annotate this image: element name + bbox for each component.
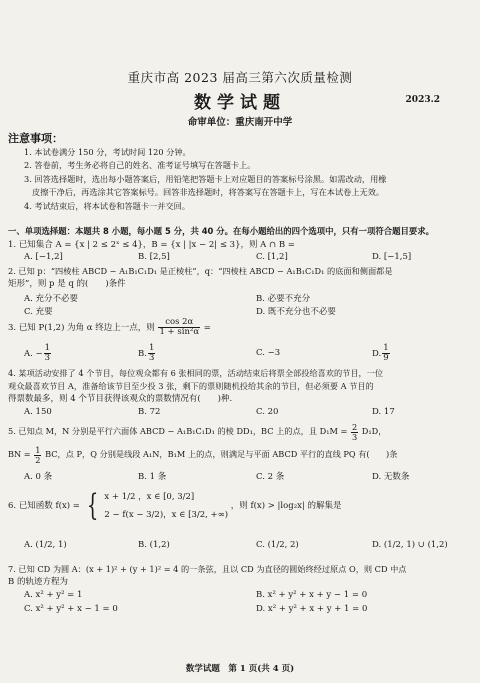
question-1-stem: 1. 已知集合 A = {x | 2 ≤ 2ˣ ≤ 4}，B = {x | |x − 2| ≤ 3}，则 A ∩ B = (8, 240, 295, 250)
q6-piecewise-cases (104, 488, 228, 524)
question-7-line2: B 的轨迹方程为 (8, 577, 68, 587)
exam-author: 命审单位：重庆南开中学 (187, 117, 293, 128)
q7-option-a: A. x² + y² = 1 (24, 590, 83, 600)
q1-option-d: D. [−1,5] (372, 252, 412, 262)
q3-option-a (24, 344, 52, 363)
q2-option-c: C. 充要 (24, 307, 53, 317)
q5-option-d: D. 无数条 (372, 472, 410, 482)
q6-case-2: 2 − f(x − 3/2)，x ∈ [3/2, +∞) (104, 510, 229, 520)
q7-option-c: C. x² + y² + x − 1 = 0 (24, 604, 118, 614)
q2-option-b: B. 必要不充分 (256, 294, 311, 304)
note-item: 3. 回答选择题时，选出每小题答案后，用铅笔把答题卡上对应题目的答案标号涂黑。如需改动，用橡 (24, 173, 387, 184)
q6-stem-text: 6. 已知函数 f(x) = (8, 501, 80, 511)
question-6-stem (8, 488, 472, 524)
q5-line2-tail: BC，点 P，Q 分别是线段 A₁N，B₁M 上的点，则满足与平面 ABCD 平行的直线 PQ 有( )条 (45, 449, 398, 459)
q4-option-a: A. 150 (24, 407, 52, 417)
section-heading: 一、单项选择题：本题共 8 小题，每小题 5 分，共 40 分。在每小题给出的四个选项中，只有一项符合题目要求。 (8, 226, 435, 236)
q3-fraction (158, 318, 200, 337)
q3-option-c: C. −3 (256, 348, 281, 358)
q7-option-b: B. x² + y² + x + y − 1 = 0 (256, 590, 368, 600)
q3-option-b-prefix: B. (138, 349, 147, 359)
q5-option-a: A. 0 条 (24, 472, 53, 482)
question-4-line3: 得票数最多，则 4 个节目获得该观众的票数情况有( )种. (8, 394, 233, 404)
q3-fraction-numerator: cos 2α (158, 318, 200, 328)
q3-option-a-prefix: A. − (24, 349, 43, 359)
q6-option-b: B. (1,2) (138, 540, 170, 550)
q7-option-d: D. x² + y² + x + y + 1 = 0 (256, 604, 368, 614)
q5-line1-tail: D₁D， (361, 426, 387, 436)
q5-line1-text: 5. 已知点 M，N 分别是平行六面体 ABCD − A₁B₁C₁D₁ 的棱 DD₁，BC 上的点，且 D₁M = (8, 426, 348, 436)
q3-option-d-num: 1 (383, 343, 389, 353)
q2-option-d: D. 既不充分也不必要 (256, 307, 336, 317)
q3-option-b-num: 1 (148, 343, 155, 353)
q4-option-c: C. 20 (256, 407, 279, 417)
q6-option-d: D. (1/2, 1) ∪ (1,2) (372, 540, 448, 550)
q5-line2-den: 2 (35, 454, 41, 465)
question-4-line1: 4. 某项活动安排了 4 个节目，每位观众都有 6 张相同的票，活动结束后将票全部投给喜欢的节目，一位 (8, 368, 384, 378)
q1-option-a: A. [−1,2] (24, 252, 63, 262)
note-item: 皮擦干净后，再选涂其它答案标号。回答非选择题时，将答案写在答题卡上，写在本试卷上无效。 (32, 187, 385, 198)
page-title: 数学试题 (194, 93, 286, 113)
question-5-line2 (8, 443, 472, 465)
q5-option-c: C. 2 条 (256, 472, 285, 482)
q5-line1-num: 2 (351, 421, 358, 432)
q3-option-b-den: 3 (148, 353, 155, 363)
q3-option-b (138, 344, 156, 363)
q6-option-c: C. (1/2, 2) (256, 540, 299, 550)
piecewise-brace-icon: { (86, 488, 98, 523)
q6-option-a: A. (1/2, 1) (24, 540, 67, 550)
question-2-stem-line2: 矩形”，则 p 是 q 的( )条件 (8, 279, 126, 289)
question-2-stem-line1: 2. 已知 p：“四棱柱 ABCD − A₁B₁C₁D₁ 是正棱柱”，q：“四棱柱 ABCD − A₁B₁C₁D₁ 的底面和侧面都是 (8, 266, 393, 276)
q5-line2-num: 1 (35, 444, 41, 455)
q6-case-1: x + 1/2 ，x ∈ [0, 3/2] (104, 492, 195, 502)
q2-option-a: A. 充分不必要 (24, 294, 79, 304)
note-item: 4. 考试结束后，将本试卷和答题卡一并交回。 (24, 200, 190, 211)
q5-line1-den: 3 (351, 431, 358, 442)
question-4-line2: 观众最喜欢节目 A，准备给该节目至少投 3 张，剩下的票则随机投给其余的节目，但必须要 A 节目的 (8, 381, 374, 391)
question-3-stem (8, 317, 472, 339)
note-item: 1. 本试卷满分 150 分，考试时间 120 分钟。 (24, 147, 191, 157)
q3-option-a-num: 1 (44, 343, 51, 353)
q6-stem-tail: ，则 f(x) > |log₂x| 的解集是 (230, 501, 342, 511)
q5-option-b: B. 1 条 (138, 472, 167, 482)
page-footer: 数学试题 第 1 页(共 4 页) (185, 664, 295, 674)
q3-option-a-den: 3 (44, 353, 51, 363)
notes-heading: 注意事项： (8, 132, 63, 145)
exam-date: 2023.2 (405, 95, 440, 105)
notes-list (24, 146, 472, 213)
q3-stem-equals: = (203, 323, 211, 333)
question-7-line1: 7. 已知 CD 为圆 A：(x + 1)² + (y + 1)² = 4 的一条弦，且以 CD 为直径的圆始终经过原点 O，则 CD 中点 (8, 564, 407, 574)
q5-line2-text: BN = (8, 449, 31, 459)
q4-option-d: D. 17 (372, 407, 395, 417)
note-item: 2. 答卷前，考生务必将自己的姓名、准考证号填写在答题卡上。 (24, 160, 256, 171)
q3-stem-text: 3. 已知 P(1,2) 为角 α 终边上一点，则 (8, 323, 155, 333)
q3-fraction-denominator: 1 + sin²α (159, 327, 200, 337)
q3-option-d-den: 9 (383, 353, 389, 363)
exam-header-title: 重庆市高 2023 届高三第六次质量检测 (127, 70, 353, 85)
question-5-line1 (8, 420, 472, 442)
q1-option-c: C. [1,2] (256, 252, 288, 262)
q1-option-b: B. [2,5] (138, 252, 170, 262)
q3-option-d (372, 344, 391, 363)
q3-option-d-prefix: D. (372, 349, 382, 359)
q4-option-b: B. 72 (138, 407, 161, 417)
